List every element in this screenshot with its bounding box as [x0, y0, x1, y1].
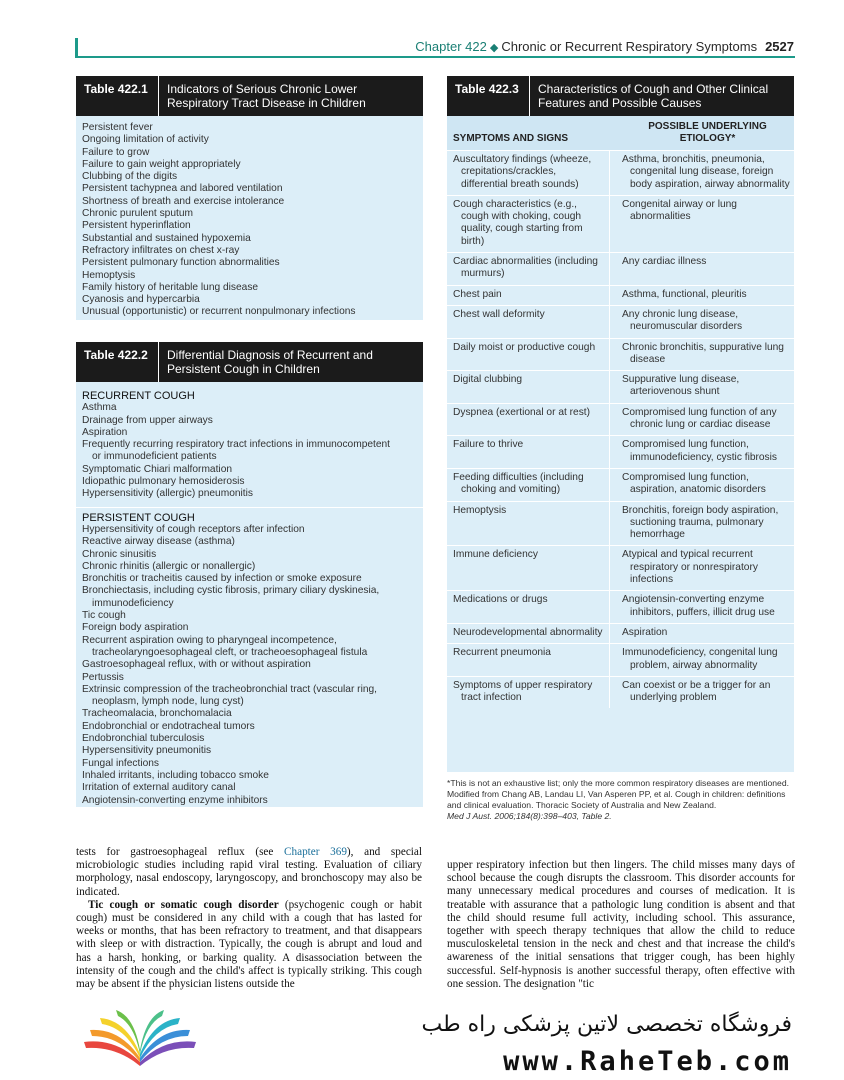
- list-item: Shortness of breath and exercise intolerance: [82, 195, 285, 207]
- header-accent-bar: [75, 38, 78, 58]
- list-item: Symptomatic Chiari malformation: [82, 463, 233, 475]
- list-item: Irritation of external auditory canal: [82, 782, 236, 794]
- etiology-cell: Bronchitis, foreign body aspiration, suctioning trauma, pulmonary hemorrhage: [622, 504, 779, 541]
- etiology-cell: Angiotensin-converting enzyme inhibitors, puffers, illicit drug use: [622, 594, 775, 618]
- symptom-cell: Recurrent pneumonia: [453, 647, 551, 659]
- list-item: Foreign body aspiration: [82, 622, 189, 634]
- list-item: Endobronchial tuberculosis: [82, 733, 205, 745]
- list-item: Ongoing limitation of activity: [82, 134, 209, 146]
- list-item: Chronic purulent sputum: [82, 208, 193, 220]
- section-divider: [76, 507, 423, 508]
- etiology-cell: Compromised lung function, immunodeficiency, cystic fibrosis: [622, 439, 778, 463]
- chapter-label: Chapter 422: [415, 39, 487, 54]
- symptom-cell: Chest pain: [453, 288, 502, 300]
- list-item: Inhaled irritants, including tobacco smoke: [82, 769, 269, 781]
- table-title: Differential Diagnosis of Recurrent and Persistent Cough in Children: [167, 348, 373, 376]
- symptom-cell: Symptoms of upper respiratory tract infection: [453, 679, 593, 704]
- list-item: Substantial and sustained hypoxemia: [82, 232, 251, 244]
- symptom-cell: Digital clubbing: [453, 374, 523, 386]
- etiology-cell: Can coexist or be a trigger for an underlying problem: [622, 679, 771, 704]
- chapter-topic: Chronic or Recurrent Respiratory Symptoms: [501, 39, 758, 54]
- section-heading-recurrent: RECURRENT COUGH: [82, 390, 195, 402]
- list-item: Refractory infiltrates on chest x-ray: [82, 244, 240, 256]
- list-item: Hypersensitivity pneumonitis: [82, 745, 212, 757]
- column-header-symptoms: SYMPTOMS AND SIGNS: [453, 133, 569, 144]
- symptom-cell: Cardiac abnormalities (including murmurs): [453, 256, 598, 280]
- column-headers: [447, 116, 794, 150]
- table-row: [447, 435, 794, 468]
- etiology-cell: Any cardiac illness: [622, 256, 707, 268]
- footnote-source: Modified from Chang AB, Landau LI, Van Asperen PP, et al. Cough in children: definitions and clinical evaluation. Thoracic Society of Australia and New Zealand.: [447, 789, 786, 810]
- paragraph: [76, 846, 422, 899]
- table-row: [447, 623, 794, 643]
- section-heading-persistent: PERSISTENT COUGH: [82, 511, 195, 524]
- table-row: [447, 305, 794, 338]
- etiology-cell: Any chronic lung disease, neuromuscular disorders: [622, 308, 743, 333]
- etiology-cell: Atypical and typical recurrent respiratory or nonrespiratory infections: [622, 549, 758, 586]
- list-item: Hemoptysis: [82, 269, 136, 281]
- text-run: (psychogenic cough or habit cough) must be considered in any child with a cough that has lasted for weeks or months, that has been refractory to treatment, and that disappears with sleep or with distraction. Typically, the cough is abrupt and loud and has a harsh, honking, or barking quality. A disassociation between the intensity of the cough and the child's affect is typically striking. This cough may be absent if the physician listens outside the: [76, 898, 422, 991]
- etiology-cell: Congenital airway or lung abnormalities: [622, 198, 737, 223]
- list-item: Endobronchial or endotracheal tumors: [82, 720, 255, 732]
- etiology-cell: Aspiration: [622, 626, 668, 638]
- table-number: Table 422.2: [76, 342, 159, 382]
- symptom-cell: Chest wall deformity: [453, 308, 545, 320]
- symptom-cell: Hemoptysis: [453, 504, 507, 516]
- running-head: [415, 39, 794, 54]
- symptom-cell: Failure to thrive: [453, 439, 524, 451]
- paragraph: [76, 899, 422, 991]
- list-item: Persistent tachypnea and labored ventilation: [82, 183, 283, 195]
- page-number: 2527: [765, 39, 794, 54]
- list-item: Persistent fever: [82, 122, 153, 133]
- footnote-asterisk: *This is not an exhaustive list; only the more common respiratory diseases are mentioned.: [447, 778, 790, 788]
- list-item: neoplasm, lymph node, lung cyst): [92, 696, 244, 708]
- etiology-cell: Compromised lung function, aspiration, anatomic disorders: [622, 471, 766, 496]
- list-item: Aspiration: [82, 426, 128, 438]
- list-item: Extrinsic compression of the tracheobronchial tract (vascular ring,: [82, 683, 377, 695]
- table-422-2: [76, 342, 423, 807]
- footnote-citation: Med J Aust. 2006;184(8):398–403, Table 2.: [447, 811, 612, 821]
- chapter-link[interactable]: Chapter 369: [284, 846, 347, 858]
- table-header: [447, 76, 794, 116]
- table-row: [447, 501, 794, 546]
- table-footnotes: [447, 778, 797, 822]
- table-rows: [447, 150, 794, 708]
- list-item: Frequently recurring respiratory tract infections in immunocompetent: [82, 439, 391, 451]
- list-item: Angiotensin-converting enzyme inhibitors: [82, 794, 268, 806]
- persistent-list: [82, 524, 417, 807]
- list-item: Persistent hyperinflation: [82, 220, 191, 232]
- paragraph: upper respiratory infection but then lingers. The child misses many days of school because the cough disrupts the classroom. This disorder accounts for many unnecessary medical procedures and courses of medication. It is treatable with assurance that a pathologic lung condition is absent and that the child should resume full activity, including school. This assurance, together with speech therapy techniques that allow the child to reduce musculoskeletal tension in the neck and chest and that increase the child's awareness of the initial sensations that trigger cough, has been highly successful. Self-hypnosis is another successful therapy, often effective with one session. The designation "tic: [447, 859, 795, 990]
- table-row: [447, 252, 794, 285]
- book-logo-icon: [76, 1008, 204, 1070]
- table-body: [76, 382, 423, 811]
- etiology-cell: Asthma, functional, pleuritis: [622, 288, 747, 300]
- column-header-etiology: POSSIBLE UNDERLYING ETIOLOGY*: [648, 121, 767, 144]
- list-item: Persistent pulmonary function abnormalities: [82, 257, 280, 269]
- table-row: [447, 590, 794, 623]
- table-row: [447, 195, 794, 252]
- list-item: Family history of heritable lung disease: [82, 281, 259, 293]
- table-title: Indicators of Serious Chronic Lower Respiratory Tract Disease in Children: [167, 82, 366, 110]
- list-item: Drainage from upper airways: [82, 414, 213, 426]
- symptom-cell: Immune deficiency: [453, 549, 538, 561]
- table-422-1: [76, 76, 423, 320]
- table-row: [447, 150, 794, 195]
- etiology-cell: Asthma, bronchitis, pneumonia, congenital lung disease, foreign body aspiration, airway abnormality: [622, 154, 790, 190]
- table-row: [447, 643, 794, 676]
- table-row: [447, 370, 794, 403]
- recurrent-list: [82, 402, 417, 500]
- table-row: [447, 545, 794, 590]
- etiology-cell: Compromised lung function of any chronic lung or cardiac disease: [622, 406, 777, 431]
- list-item: Gastroesophageal reflux, with or without aspiration: [82, 659, 311, 671]
- symptom-cell: Auscultatory findings (wheeze, crepitations/crackles, differential breath sounds): [453, 154, 592, 190]
- table-row: [447, 676, 794, 709]
- list-item: Bronchitis or tracheitis caused by infection or smoke exposure: [82, 573, 362, 585]
- etiology-cell: Suppurative lung disease, arteriovenous shunt: [622, 374, 740, 398]
- table-number: Table 422.1: [76, 76, 159, 116]
- table-row: [447, 403, 794, 436]
- list-item: Hypersensitivity (allergic) pneumonitis: [82, 488, 253, 500]
- list-item: Tic cough: [82, 610, 126, 622]
- list-item: Chronic rhinitis (allergic or nonallergic): [82, 560, 256, 572]
- table-header: [76, 76, 423, 116]
- table-row: [447, 338, 794, 371]
- diamond-icon: ◆: [489, 42, 499, 54]
- symptom-cell: Daily moist or productive cough: [453, 341, 596, 353]
- list-item: or immunodeficient patients: [92, 451, 217, 463]
- list-item: Failure to grow: [82, 146, 150, 158]
- text-run: ), and special microbiologic studies including rapid viral testing. Evaluation of ciliary morphology, nasal endoscopy, laryngoscopy, and bronchoscopy may also be indicated.: [76, 846, 422, 898]
- list-item: Hypersensitivity of cough receptors after infection: [82, 523, 305, 535]
- table-body: [76, 116, 423, 323]
- etiology-cell: Immunodeficiency, congenital lung problem, airway abnormality: [622, 647, 778, 671]
- table-422-3: [447, 76, 794, 772]
- symptom-cell: Dyspnea (exertional or at rest): [453, 406, 591, 418]
- list-item: Unusual (opportunistic) or recurrent nonpulmonary infections: [82, 306, 356, 318]
- body-column-right: [447, 859, 795, 991]
- list-item: immunodeficiency: [92, 597, 174, 609]
- etiology-cell: Chronic bronchitis, suppurative lung disease: [622, 341, 784, 365]
- brand-url: www.RaheTeb.com: [503, 1046, 792, 1077]
- list-item: Clubbing of the digits: [82, 171, 178, 183]
- list-item: Asthma: [82, 402, 117, 414]
- table-number: Table 422.3: [447, 76, 530, 116]
- table-title: Characteristics of Cough and Other Clinical Features and Possible Causes: [538, 82, 769, 110]
- list-item: Fungal infections: [82, 757, 160, 769]
- list-item: tracheolaryngoesophageal cleft, or tracheoesophageal fistula: [92, 646, 368, 658]
- symptom-cell: Neurodevelopmental abnormality: [453, 626, 603, 638]
- table-row: [447, 285, 794, 305]
- header-rule: [75, 56, 795, 58]
- list-item: Tracheomalacia, bronchomalacia: [82, 708, 232, 720]
- symptom-cell: Cough characteristics (e.g., cough with choking, cough quality, cough starting from birth): [453, 198, 583, 247]
- table-header: [76, 342, 423, 382]
- list-item: Pertussis: [82, 671, 124, 683]
- body-column-left: [76, 846, 422, 991]
- list-item: Idiopathic pulmonary hemosiderosis: [82, 476, 245, 488]
- symptom-cell: Medications or drugs: [453, 594, 548, 606]
- list-item: Cyanosis and hypercarbia: [82, 294, 200, 306]
- list-item: Chronic sinusitis: [82, 548, 157, 560]
- term-bold: Tic cough or somatic cough disorder: [88, 898, 279, 911]
- list-item: Reactive airway disease (asthma): [82, 536, 235, 548]
- list-item: Bronchiectasis, including cystic fibrosis, primary ciliary dyskinesia,: [82, 585, 380, 597]
- text-run: tests for gastroesophageal reflux (see: [76, 846, 285, 858]
- table-row: [447, 468, 794, 501]
- symptom-cell: Feeding difficulties (including choking and vomiting): [453, 471, 584, 496]
- list-item: Recurrent aspiration owing to pharyngeal incompetence,: [82, 634, 337, 646]
- list-item: Failure to gain weight appropriately: [82, 158, 241, 170]
- brand-text-persian: فروشگاه تخصصی لاتین پزشکی راه طب: [421, 1012, 792, 1037]
